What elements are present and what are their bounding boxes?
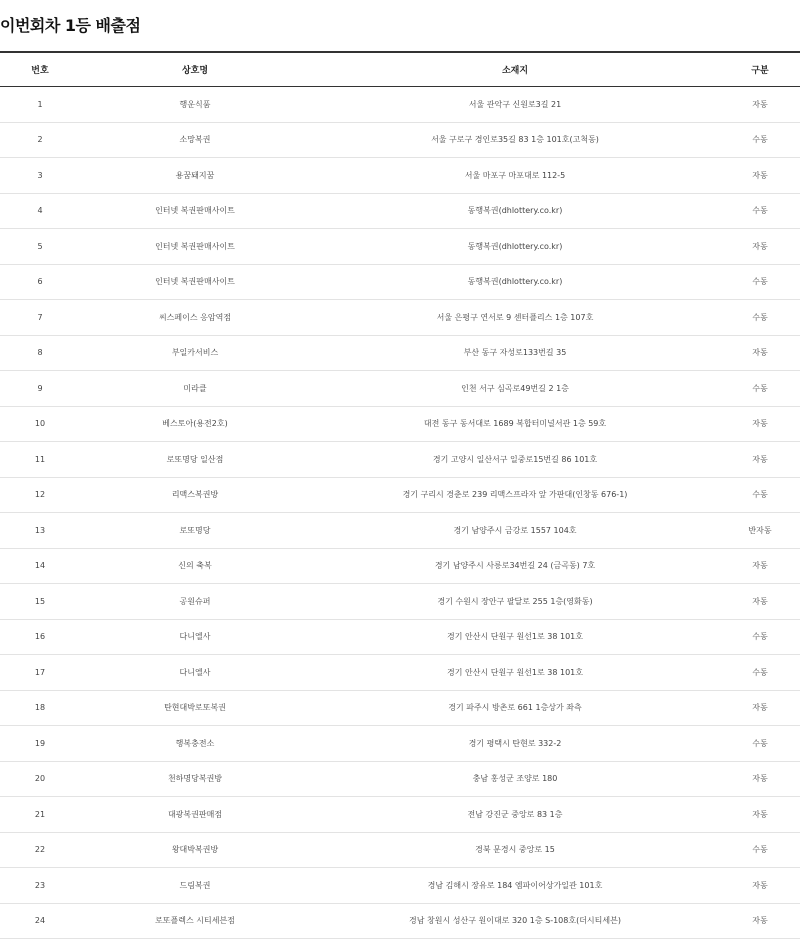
cell-address: 서울 관악구 신원로3길 21 [310,87,720,123]
table-row [0,548,800,584]
cell-address: 경남 김해시 장유로 184 엠파이어상가일관 101호 [310,868,720,904]
cell-address: 동행복권(dhlottery.co.kr) [310,264,720,300]
table-row [0,158,800,194]
cell-store-name: 공원슈퍼 [80,584,310,620]
cell-number: 6 [0,264,80,300]
cell-store-name: 부일카서비스 [80,335,310,371]
cell-type: 수동 [720,264,800,300]
cell-type: 수동 [720,477,800,513]
cell-number: 20 [0,761,80,797]
cell-number: 18 [0,690,80,726]
cell-number: 12 [0,477,80,513]
cell-address: 경기 남양주시 사릉로34번길 24 (금곡동) 7호 [310,548,720,584]
cell-type: 수동 [720,655,800,691]
cell-type: 자동 [720,229,800,265]
cell-address: 경기 평택시 탄현로 332-2 [310,726,720,762]
cell-store-name: 미라클 [80,371,310,407]
cell-number: 4 [0,193,80,229]
cell-number: 16 [0,619,80,655]
cell-store-name: 로또명당 일산점 [80,442,310,478]
cell-number: 11 [0,442,80,478]
cell-address: 대전 동구 동서대로 1689 복합터미널서관 1층 59호 [310,406,720,442]
cell-number: 3 [0,158,80,194]
cell-store-name: 리맥스복권방 [80,477,310,513]
cell-number: 8 [0,335,80,371]
cell-store-name: 씨스페이스 응암역점 [80,300,310,336]
cell-number: 9 [0,371,80,407]
header-address: 소재지 [310,52,720,87]
table-row [0,619,800,655]
table-row [0,335,800,371]
table-row [0,726,800,762]
cell-address: 경기 안산시 단원구 원선1로 38 101호 [310,619,720,655]
cell-store-name: 다니엘사 [80,619,310,655]
cell-type: 자동 [720,690,800,726]
cell-type: 자동 [720,158,800,194]
cell-store-name: 베스토아(용전2호) [80,406,310,442]
cell-type: 수동 [720,619,800,655]
table-row [0,371,800,407]
header-store-name: 상호명 [80,52,310,87]
table-row [0,193,800,229]
cell-type: 수동 [720,726,800,762]
cell-store-name: 천하명당복권방 [80,761,310,797]
cell-type: 수동 [720,832,800,868]
cell-store-name: 다니엘사 [80,655,310,691]
cell-number: 5 [0,229,80,265]
table-row [0,690,800,726]
cell-store-name: 소망복권 [80,122,310,158]
cell-store-name: 대광복권판매점 [80,797,310,833]
cell-number: 14 [0,548,80,584]
cell-address: 경기 구리시 경춘로 239 리맥스프라자 앞 가판대(인창동 676-1) [310,477,720,513]
table-row [0,797,800,833]
cell-store-name: 드림복권 [80,868,310,904]
cell-type: 수동 [720,193,800,229]
cell-type: 자동 [720,903,800,939]
cell-address: 동행복권(dhlottery.co.kr) [310,229,720,265]
table-row [0,761,800,797]
table-row [0,903,800,939]
winning-stores-table [0,51,800,939]
cell-store-name: 인터넷 복권판매사이트 [80,229,310,265]
header-number: 번호 [0,52,80,87]
cell-number: 23 [0,868,80,904]
table-body [0,87,800,939]
cell-store-name: 로또플렉스 시티세븐점 [80,903,310,939]
cell-type: 자동 [720,868,800,904]
table-row [0,300,800,336]
table-row [0,477,800,513]
cell-type: 반자동 [720,513,800,549]
cell-number: 22 [0,832,80,868]
table-row [0,122,800,158]
cell-number: 10 [0,406,80,442]
cell-address: 전남 강진군 중앙로 83 1층 [310,797,720,833]
cell-store-name: 신의 축복 [80,548,310,584]
cell-store-name: 행운식품 [80,87,310,123]
cell-number: 1 [0,87,80,123]
cell-type: 자동 [720,548,800,584]
cell-store-name: 로또명당 [80,513,310,549]
header-row [0,52,800,87]
table-row [0,868,800,904]
cell-number: 21 [0,797,80,833]
cell-address: 부산 동구 자성로133번길 35 [310,335,720,371]
table-row [0,442,800,478]
cell-store-name: 왕대박복권방 [80,832,310,868]
table-row [0,655,800,691]
table-row [0,832,800,868]
cell-number: 15 [0,584,80,620]
cell-number: 19 [0,726,80,762]
cell-address: 서울 마포구 마포대로 112-5 [310,158,720,194]
cell-type: 자동 [720,335,800,371]
cell-address: 서울 은평구 연서로 9 센터플리스 1층 107호 [310,300,720,336]
cell-address: 인천 서구 심곡로49번길 2 1층 [310,371,720,407]
cell-address: 경기 남양주시 금강로 1557 104호 [310,513,720,549]
cell-address: 경기 안산시 단원구 원선1로 38 101호 [310,655,720,691]
cell-store-name: 탄현대박로또복권 [80,690,310,726]
cell-address: 충남 홍성군 조양로 180 [310,761,720,797]
cell-address: 경기 고양시 일산서구 일중로15번길 86 101호 [310,442,720,478]
cell-type: 수동 [720,300,800,336]
cell-number: 24 [0,903,80,939]
cell-store-name: 용꿈돼지꿈 [80,158,310,194]
cell-store-name: 인터넷 복권판매사이트 [80,193,310,229]
header-type: 구분 [720,52,800,87]
cell-type: 수동 [720,371,800,407]
cell-address: 경북 문경시 중앙로 15 [310,832,720,868]
cell-type: 수동 [720,122,800,158]
cell-address: 동행복권(dhlottery.co.kr) [310,193,720,229]
table-row [0,264,800,300]
cell-address: 경남 창원시 성산구 원이대로 320 1층 S-108호(더시티세븐) [310,903,720,939]
cell-type: 자동 [720,797,800,833]
cell-number: 17 [0,655,80,691]
cell-store-name: 인터넷 복권판매사이트 [80,264,310,300]
cell-address: 서울 구로구 경인로35길 83 1층 101호(고척동) [310,122,720,158]
table-row [0,229,800,265]
cell-store-name: 행복충전소 [80,726,310,762]
table-row [0,513,800,549]
cell-number: 7 [0,300,80,336]
cell-address: 경기 파주시 방촌로 661 1층상가 좌측 [310,690,720,726]
cell-type: 자동 [720,87,800,123]
table-row [0,584,800,620]
cell-type: 자동 [720,761,800,797]
table-header [0,52,800,87]
table-row [0,87,800,123]
table-row [0,406,800,442]
cell-type: 자동 [720,442,800,478]
cell-number: 2 [0,122,80,158]
page-title: 이번회차 1등 배출점 [0,16,141,35]
cell-type: 자동 [720,584,800,620]
cell-type: 자동 [720,406,800,442]
cell-address: 경기 수원시 장안구 팔달로 255 1층(영화동) [310,584,720,620]
cell-number: 13 [0,513,80,549]
